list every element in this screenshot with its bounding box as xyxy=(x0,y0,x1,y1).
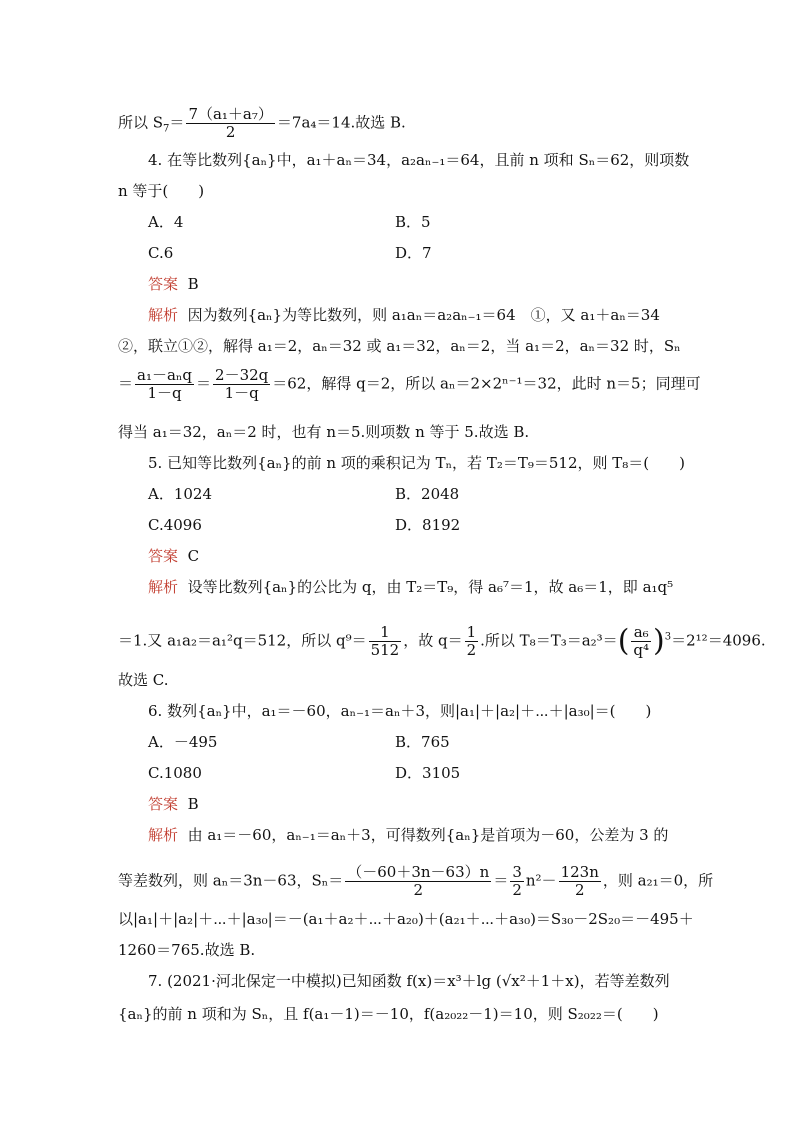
text: ＝ xyxy=(493,871,509,890)
denominator: 1－q xyxy=(147,384,182,402)
q6-option-d: D．3105 xyxy=(395,764,461,782)
q4-option-b: B．5 xyxy=(395,213,431,231)
q5-explanation-line2 xyxy=(118,624,766,659)
text: ＝2¹²＝4096. xyxy=(671,631,766,650)
subscript: 7 xyxy=(163,123,170,135)
q4-option-a: A．4 xyxy=(148,213,184,231)
q6-option-c: C.1080 xyxy=(148,764,202,782)
q6-option-b: B．765 xyxy=(395,733,450,751)
text: 由 a₁＝－60，aₙ₋₁＝aₙ＋3，可得数列{aₙ}是首项为－60，公差为 3 的 xyxy=(187,826,669,844)
s7-conclusion xyxy=(118,106,406,141)
denominator: 2 xyxy=(225,123,236,141)
numerator: 123n xyxy=(560,863,599,881)
explanation-label: 解析 xyxy=(148,306,179,324)
q5-answer xyxy=(148,546,199,566)
answer-label: 答案 xyxy=(148,547,179,565)
numerator: a₆ xyxy=(631,624,651,642)
numerator: 1 xyxy=(369,624,402,642)
text: 设等比数列{aₙ}的公比为 q，由 T₂＝T₉，得 a₆⁷＝1，故 a₆＝1，即 a₁q⁵ xyxy=(187,578,674,596)
explanation-label: 解析 xyxy=(148,578,179,596)
text: ＝1.又 a₁a₂＝a₁²q＝512，所以 q⁹＝ xyxy=(118,631,367,650)
denominator: 512 xyxy=(370,641,400,659)
text: .所以 T₈＝T₃＝a₂³＝ xyxy=(480,631,618,650)
text: ＝ xyxy=(169,113,185,132)
numerator: 7（a₁＋a₇） xyxy=(188,105,273,123)
q6-explanation-line2 xyxy=(118,864,713,899)
fraction xyxy=(631,624,651,659)
q4-explanation-line4: 得当 a₁＝32，aₙ＝2 时，也有 n＝5.则项数 n 等于 5.故选 B. xyxy=(118,423,530,441)
text: 等差数列，则 aₙ＝3n－63，Sₙ＝ xyxy=(118,871,344,890)
denominator: 2 xyxy=(512,881,522,899)
q7-stem-line1: 7. (2021·河北保定一中模拟)已知函数 f(x)＝x³＋lg (√x²＋1＋x)，若等差数列 xyxy=(148,972,670,990)
q4-explanation-line3 xyxy=(118,367,701,402)
numerator: a₁－aₙq xyxy=(137,366,193,384)
q6-option-a: A．－495 xyxy=(148,733,218,751)
q6-stem: 6. 数列{aₙ}中，a₁＝－60，aₙ₋₁＝aₙ＋3，则|a₁|＋|a₂|＋⋯＋|a₃₀|＝( ) xyxy=(148,702,652,720)
q4-option-c: C.6 xyxy=(148,244,174,262)
right-paren-glyph: ) xyxy=(653,623,665,659)
denominator: 2 xyxy=(413,881,424,899)
denominator: q⁴ xyxy=(633,641,650,659)
fraction xyxy=(369,624,402,659)
answer-label: 答案 xyxy=(148,275,179,293)
denominator: 1－q xyxy=(224,384,259,402)
answer-label: 答案 xyxy=(148,795,179,813)
text: ＝7a₄＝14.故选 B. xyxy=(276,113,406,132)
q5-explanation-line3: 故选 C. xyxy=(118,671,169,689)
fraction xyxy=(213,367,270,402)
q4-explanation-line1 xyxy=(148,305,660,325)
fraction xyxy=(465,624,479,659)
q6-explanation-line4: 1260＝765.故选 B. xyxy=(118,941,256,959)
text: ＝ xyxy=(118,374,134,393)
q5-option-d: D．8192 xyxy=(395,516,461,534)
left-paren-glyph: ( xyxy=(617,623,630,659)
text: 因为数列{aₙ}为等比数列，则 a₁aₙ＝a₂aₙ₋₁＝64 ①，又 a₁＋aₙ＝34 xyxy=(187,306,660,324)
q7-stem-line2: {aₙ}的前 n 项和为 Sₙ，且 f(a₁－1)＝－10，f(a₂₀₂₂－1)＝10，则 S₂₀₂₂＝( ) xyxy=(118,1005,659,1023)
q4-option-d: D．7 xyxy=(395,244,432,262)
answer-value: B xyxy=(187,795,199,813)
answer-value: C xyxy=(187,547,200,565)
q6-answer xyxy=(148,794,199,814)
fraction xyxy=(510,864,524,899)
answer-value: B xyxy=(187,275,199,293)
fraction xyxy=(559,864,601,899)
q6-explanation-line3: 以|a₁|＋|a₂|＋⋯＋|a₃₀|＝－(a₁＋a₂＋⋯＋a₂₀)＋(a₂₁＋⋯＋a₃₀)＝S₃₀－2S₂₀＝－495＋ xyxy=(118,910,694,928)
explanation-label: 解析 xyxy=(148,826,179,844)
q5-option-a: A．1024 xyxy=(148,485,213,503)
text: ＝62，解得 q＝2，所以 aₙ＝2×2ⁿ⁻¹＝32，此时 n＝5；同理可 xyxy=(272,374,701,393)
q4-explanation-line2: ②，联立①②，解得 a₁＝2，aₙ＝32 或 a₁＝32，aₙ＝2，当 a₁＝2，aₙ＝32 时，Sₙ xyxy=(118,337,681,355)
q4-answer xyxy=(148,274,199,294)
exponent: 3 xyxy=(664,631,672,643)
text: n²－ xyxy=(525,871,557,890)
fraction xyxy=(345,864,491,899)
q4-stem-line2: n 等于( ) xyxy=(118,182,205,200)
numerator: （－60＋3n－63）n xyxy=(347,863,490,881)
text: ，则 a₂₁＝0，所 xyxy=(602,871,714,890)
q6-explanation-line1 xyxy=(148,825,668,845)
numerator: 2－32q xyxy=(215,366,269,384)
text: ，故 q＝ xyxy=(403,631,463,650)
numerator: 3 xyxy=(512,863,522,881)
text: 所以 S xyxy=(118,113,164,132)
fraction xyxy=(135,367,194,402)
fraction xyxy=(186,106,274,141)
q5-option-c: C.4096 xyxy=(148,516,202,534)
denominator: 2 xyxy=(574,881,585,899)
q5-stem: 5. 已知等比数列{aₙ}的前 n 项的乘积记为 Tₙ，若 T₂＝T₉＝512，则 T₈＝( ) xyxy=(148,454,685,472)
numerator: 1 xyxy=(466,623,477,641)
q5-explanation-line1 xyxy=(148,577,673,597)
text: ＝ xyxy=(196,374,212,393)
q5-option-b: B．2048 xyxy=(395,485,460,503)
q4-stem-line1: 4. 在等比数列{aₙ}中，a₁＋aₙ＝34，a₂aₙ₋₁＝64，且前 n 项和 Sₙ＝62，则项数 xyxy=(148,151,690,169)
denominator: 2 xyxy=(466,641,477,659)
